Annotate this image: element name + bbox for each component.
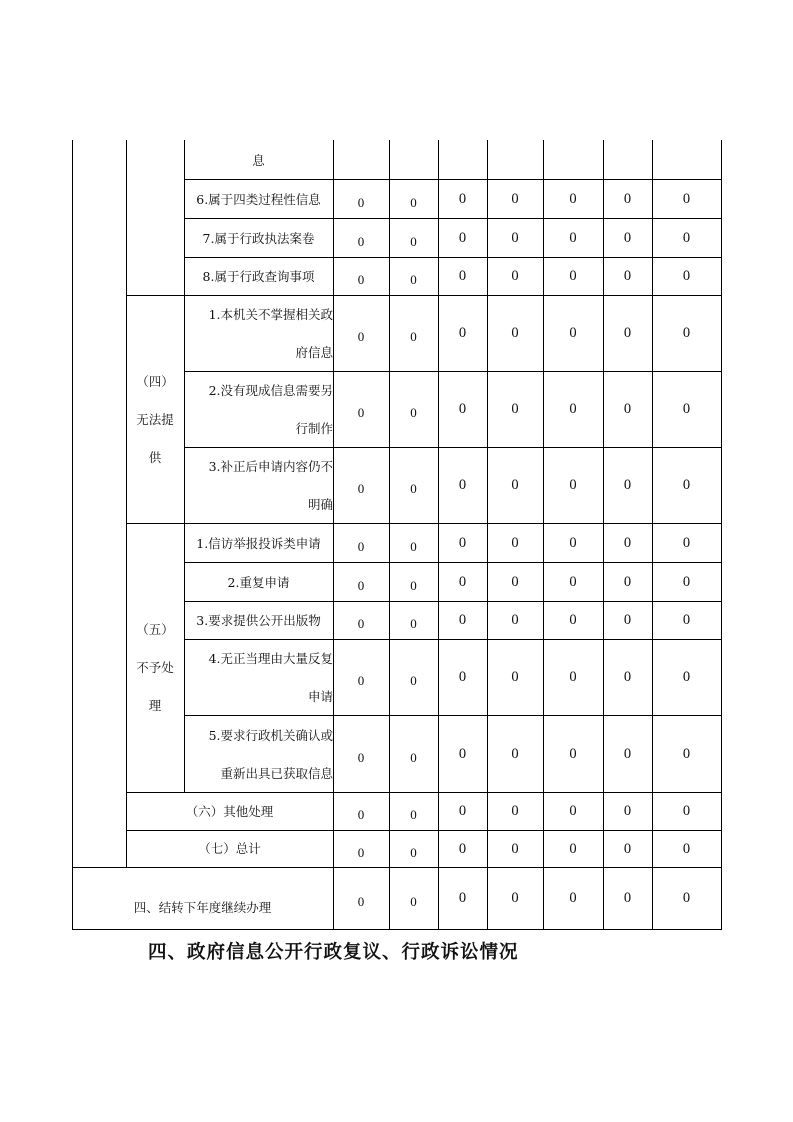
row-label-5-5-line-1: 5.要求行政机关确认或 xyxy=(208,728,333,743)
value-cell-r12-c3: 0 xyxy=(458,803,467,819)
category-4 xyxy=(126,363,184,477)
category-5-line-2: 不予处 xyxy=(136,660,174,675)
value-cell-r3-c6: 0 xyxy=(623,268,632,284)
value-cell-r8-c3: 0 xyxy=(458,573,467,590)
row-label-5-3: 3.要求提供公开出版物 xyxy=(196,613,321,628)
value-cell-r7-c6: 0 xyxy=(623,534,632,551)
value-cell-r1-c7: 0 xyxy=(682,190,691,207)
value-cell-r14-c7: 0 xyxy=(682,890,691,906)
category-5-line-3: 理 xyxy=(148,698,162,713)
value-cell-r11-c7: 0 xyxy=(682,745,691,762)
value-cell-r8-c5: 0 xyxy=(569,573,577,590)
value-cell-r10-c7: 0 xyxy=(682,669,691,685)
value-cell-r6-c7: 0 xyxy=(682,477,691,493)
value-cell-r13-c5: 0 xyxy=(569,840,577,857)
value-cell-r6-c5: 0 xyxy=(569,477,577,493)
row-label-4-3-line-1: 3.补正后申请内容仍不 xyxy=(208,459,333,474)
value-cell-r3-c4: 0 xyxy=(511,268,519,284)
value-cell-r5-c2: 0 xyxy=(410,405,417,420)
value-cell-r3-c1: 0 xyxy=(357,272,365,287)
row-label-4-1-line-2: 府信息 xyxy=(295,345,333,360)
row-label-5-4 xyxy=(184,640,333,716)
value-cell-r2-c5: 0 xyxy=(569,229,577,246)
value-cell-r1-c3: 0 xyxy=(458,190,467,207)
row-label-4-2-line-2: 行制作 xyxy=(295,421,333,436)
value-cell-r2-c3: 0 xyxy=(458,229,467,246)
value-cell-r5-c3: 0 xyxy=(458,401,467,417)
value-cell-r9-c7: 0 xyxy=(682,612,691,628)
value-cell-r13-c3: 0 xyxy=(458,840,467,857)
value-cell-r4-c7: 0 xyxy=(682,325,691,341)
value-cell-r4-c5: 0 xyxy=(569,325,577,341)
value-cell-r8-c1: 0 xyxy=(357,577,365,593)
value-cell-r5-c5: 0 xyxy=(569,401,577,417)
category-4-line-3: 供 xyxy=(148,450,162,465)
value-cell-r11-c2: 0 xyxy=(410,749,417,765)
value-cell-r5-c7: 0 xyxy=(682,401,691,417)
value-cell-r10-c4: 0 xyxy=(511,669,519,685)
value-cell-r11-c5: 0 xyxy=(569,745,577,762)
row-label-4-3 xyxy=(184,448,333,524)
value-cell-r3-c3: 0 xyxy=(458,268,467,284)
value-cell-r3-c7: 0 xyxy=(682,268,691,284)
row-label-5-1: 1.信访举报投诉类申请 xyxy=(196,536,321,551)
value-cell-r9-c5: 0 xyxy=(569,612,577,628)
value-cell-r2-c2: 0 xyxy=(410,233,417,249)
value-cell-r14-c4: 0 xyxy=(511,890,519,906)
value-cell-r10-c5: 0 xyxy=(569,669,577,685)
value-cell-r6-c1: 0 xyxy=(357,481,365,496)
row-label-carry: 四、结转下年度继续办理 xyxy=(133,900,272,915)
value-cell-r12-c1: 0 xyxy=(357,807,365,822)
value-cell-r4-c1: 0 xyxy=(357,329,365,344)
row-label-7: 7.属于行政执法案卷 xyxy=(202,231,315,246)
value-cell-r12-c2: 0 xyxy=(410,807,417,822)
value-cell-r8-c7: 0 xyxy=(682,573,691,590)
value-cell-r8-c4: 0 xyxy=(511,573,519,590)
value-cell-r10-c1: 0 xyxy=(357,673,365,688)
value-cell-r6-c3: 0 xyxy=(458,477,467,493)
value-cell-r5-c1: 0 xyxy=(357,405,365,420)
value-cell-r4-c2: 0 xyxy=(410,329,417,344)
value-cell-r10-c6: 0 xyxy=(623,669,632,685)
value-cell-r14-c1: 0 xyxy=(357,894,365,909)
row-label-other: （六）其他处理 xyxy=(185,804,274,819)
value-cell-r4-c3: 0 xyxy=(458,325,467,341)
value-cell-r1-c6: 0 xyxy=(623,190,632,207)
top-row-label: 息 xyxy=(252,153,265,168)
value-cell-r12-c6: 0 xyxy=(623,803,632,819)
value-cell-r7-c5: 0 xyxy=(569,534,577,551)
row-label-5-2: 2.重复申请 xyxy=(227,575,290,590)
value-cell-r10-c2: 0 xyxy=(410,673,417,688)
value-cell-r6-c6: 0 xyxy=(623,477,632,493)
value-cell-r8-c6: 0 xyxy=(623,573,632,590)
row-label-4-1-line-1: 1.本机关不掌握相关政 xyxy=(208,307,333,322)
value-cell-r6-c4: 0 xyxy=(511,477,519,493)
value-cell-r3-c5: 0 xyxy=(569,268,577,284)
value-cell-r1-c4: 0 xyxy=(511,190,519,207)
value-cell-r2-c4: 0 xyxy=(511,229,519,246)
value-cell-r4-c6: 0 xyxy=(623,325,632,341)
value-cell-r7-c3: 0 xyxy=(458,534,467,551)
value-cell-r12-c7: 0 xyxy=(682,803,691,819)
value-cell-r3-c2: 0 xyxy=(410,272,417,287)
value-cell-r9-c2: 0 xyxy=(410,616,417,631)
value-cell-r14-c5: 0 xyxy=(569,890,577,906)
value-cell-r2-c1: 0 xyxy=(357,233,365,249)
row-label-4-2-line-1: 2.没有现成信息需要另 xyxy=(208,383,333,398)
value-cell-r9-c4: 0 xyxy=(511,612,519,628)
value-cell-r9-c6: 0 xyxy=(623,612,632,628)
value-cell-r7-c2: 0 xyxy=(410,538,417,554)
row-label-6: 6.属于四类过程性信息 xyxy=(196,192,321,207)
category-5 xyxy=(126,611,184,725)
value-cell-r14-c6: 0 xyxy=(623,890,632,906)
value-cell-r4-c4: 0 xyxy=(511,325,519,341)
row-label-5-5 xyxy=(184,716,333,793)
value-cell-r7-c4: 0 xyxy=(511,534,519,551)
value-cell-r5-c4: 0 xyxy=(511,401,519,417)
value-cell-r13-c4: 0 xyxy=(511,840,519,857)
row-label-5-4-line-1: 4.无正当理由大量反复 xyxy=(208,651,333,666)
value-cell-r13-c2: 0 xyxy=(410,844,417,860)
row-label-8: 8.属于行政查询事项 xyxy=(202,269,315,284)
value-cell-r14-c2: 0 xyxy=(410,894,417,909)
value-cell-r5-c6: 0 xyxy=(623,401,632,417)
value-cell-r12-c4: 0 xyxy=(511,803,519,819)
value-cell-r2-c6: 0 xyxy=(623,229,632,246)
row-label-5-5-line-2: 重新出具已获取信息 xyxy=(220,766,333,781)
value-cell-r8-c2: 0 xyxy=(410,577,417,593)
row-label-4-2 xyxy=(184,372,333,448)
value-cell-r13-c7: 0 xyxy=(682,840,691,857)
value-cell-r7-c1: 0 xyxy=(357,538,365,554)
value-cell-r14-c3: 0 xyxy=(458,890,467,906)
row-label-5-4-line-2: 申请 xyxy=(307,689,333,704)
section-heading: 四、政府信息公开行政复议、行政诉讼情况 xyxy=(148,942,519,963)
value-cell-r1-c1: 0 xyxy=(357,194,365,210)
value-cell-r9-c3: 0 xyxy=(458,612,467,628)
value-cell-r2-c7: 0 xyxy=(682,229,691,246)
value-cell-r7-c7: 0 xyxy=(682,534,691,551)
value-cell-r1-c5: 0 xyxy=(569,190,577,207)
value-cell-r11-c4: 0 xyxy=(511,745,519,762)
value-cell-r1-c2: 0 xyxy=(410,194,417,210)
row-label-total: （七）总计 xyxy=(198,841,261,856)
value-cell-r11-c6: 0 xyxy=(623,745,632,762)
row-label-4-1 xyxy=(184,296,333,372)
value-cell-r10-c3: 0 xyxy=(458,669,467,685)
value-cell-r9-c1: 0 xyxy=(357,616,365,631)
value-cell-r13-c6: 0 xyxy=(623,840,632,857)
value-cell-r12-c5: 0 xyxy=(569,803,577,819)
category-4-line-1: （四） xyxy=(136,374,174,389)
row-label-4-3-line-2: 明确 xyxy=(307,497,333,512)
value-cell-r11-c1: 0 xyxy=(357,749,365,765)
value-cell-r6-c2: 0 xyxy=(410,481,417,496)
value-cell-r11-c3: 0 xyxy=(458,745,467,762)
value-cell-r13-c1: 0 xyxy=(357,844,365,860)
category-4-line-2: 无法提 xyxy=(136,412,174,427)
category-5-line-1: （五） xyxy=(136,622,174,637)
